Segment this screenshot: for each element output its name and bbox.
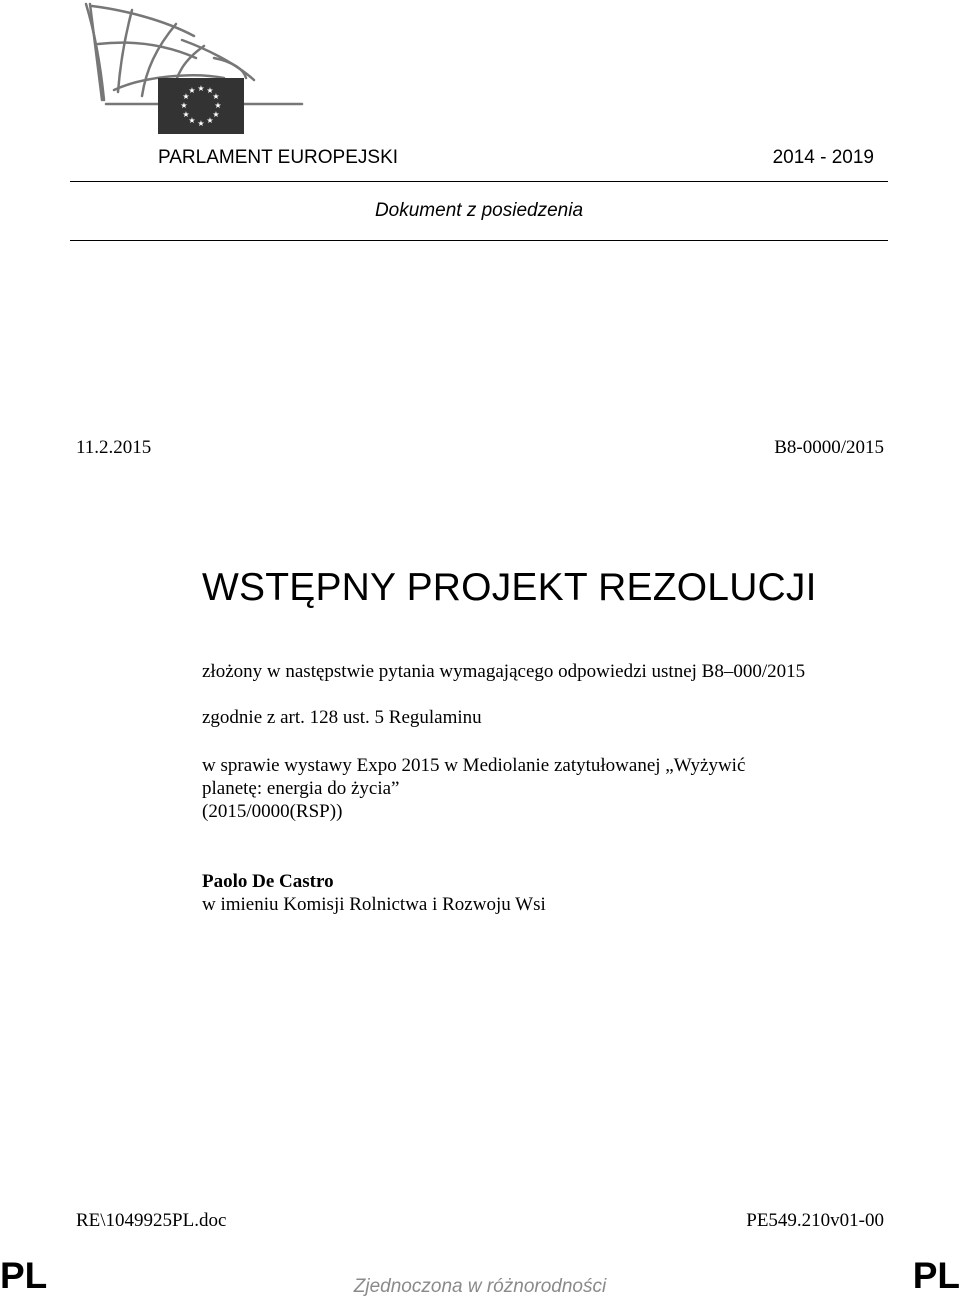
footer-file-name: RE\1049925PL.doc <box>76 1210 227 1231</box>
organization-name: PARLAMENT EUROPEJSKI <box>158 147 399 168</box>
submitted-following-question: złożony w następstwie pytania wymagającego odpowiedzi ustnej B8–000/2015 <box>202 661 806 682</box>
author-block <box>202 870 546 916</box>
author-on-behalf: w imieniu Komisji Rolnictwa i Rozwoju Wsi <box>202 894 546 915</box>
subject-line: planetę: energia do życia” <box>202 778 400 799</box>
european-parliament-logo-icon <box>84 0 314 145</box>
language-code-right: PL <box>912 1255 960 1296</box>
language-code-left: PL <box>0 1255 48 1296</box>
svg-text:★: ★ <box>212 92 220 101</box>
svg-text:★: ★ <box>197 119 205 128</box>
svg-text:★: ★ <box>188 116 196 125</box>
header-divider-bottom <box>70 240 888 241</box>
parliamentary-term: 2014 - 2019 <box>772 147 874 168</box>
document-type: Dokument z posiedzenia <box>374 200 584 221</box>
document-reference: B8-0000/2015 <box>774 437 884 458</box>
svg-text:★: ★ <box>182 92 190 101</box>
svg-text:★: ★ <box>214 101 222 110</box>
svg-text:★: ★ <box>180 101 188 110</box>
procedure-number: (2015/0000(RSP)) <box>202 801 343 822</box>
svg-text:★: ★ <box>197 84 205 93</box>
subject-line: w sprawie wystawy Expo 2015 w Mediolanie zatytułowanej „Wyżywić <box>202 755 746 776</box>
rule-reference: zgodnie z art. 128 ust. 5 Regulaminu <box>202 707 482 728</box>
resolution-subject <box>202 754 882 823</box>
svg-text:★: ★ <box>206 116 214 125</box>
svg-text:★: ★ <box>182 110 190 119</box>
eu-motto: Zjednoczona w różnorodności <box>353 1276 607 1297</box>
svg-text:★: ★ <box>206 86 214 95</box>
svg-text:★: ★ <box>188 86 196 95</box>
author-name: Paolo De Castro <box>202 871 334 892</box>
document-date: 11.2.2015 <box>76 437 152 458</box>
svg-text:★: ★ <box>212 110 220 119</box>
footer-pe-number: PE549.210v01-00 <box>746 1210 884 1231</box>
header-divider-top <box>70 181 888 182</box>
page-title: WSTĘPNY PROJEKT REZOLUCJI <box>202 566 817 609</box>
